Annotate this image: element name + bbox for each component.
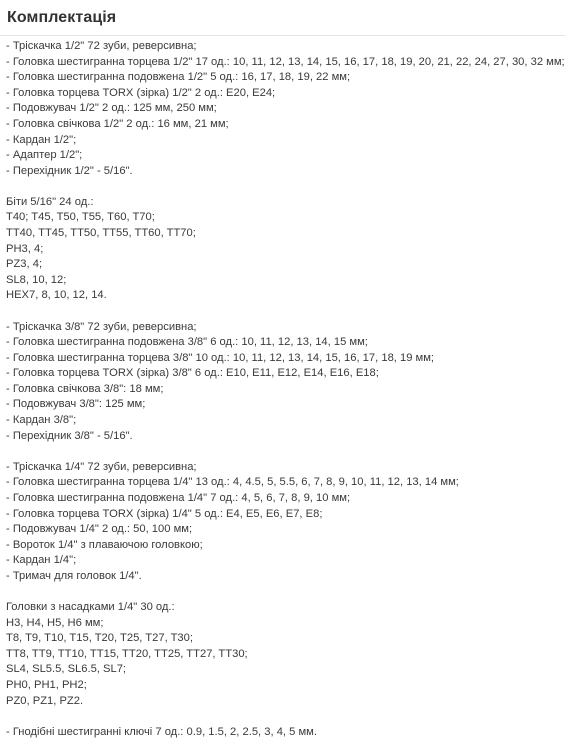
kit-line: - Тріскачка 1/2" 72 зуби, реверсивна; — [6, 40, 197, 52]
kit-line: Біти 5/16" 24 од.: — [6, 195, 94, 208]
kit-line: - Головка торцева TORX (зірка) 3/8" 6 од.: E10, E11, E12, E14, E16, E18; — [6, 367, 379, 380]
kit-line: - Подовжувач 3/8": 125 мм; — [6, 398, 146, 411]
kit-block — [6, 600, 565, 709]
kit-line: - Гнодібні шестигранні ключі 7 од.: 0.9, 1.5, 2, 2.5, 3, 4, 5 мм. — [6, 725, 317, 738]
kit-line: - Головка торцева TORX (зірка) 1/2" 2 од.: E20, E24; — [6, 86, 276, 99]
kit-line: - Тріскачка 3/8" 72 зуби, реверсивна; — [6, 320, 197, 333]
kit-contents — [0, 39, 565, 740]
kit-line: SL8, 10, 12; — [6, 273, 67, 286]
kit-line: PH3, 4; — [6, 242, 44, 255]
kit-line: - Кардан 1/2"; — [6, 133, 77, 146]
kit-line: Головки з насадками 1/4" 30 од.: — [6, 601, 175, 613]
kit-block — [6, 725, 565, 740]
kit-line: TT8, TT9, TT10, TT15, TT20, TT25, TT27, TT30; — [6, 647, 248, 660]
kit-line: - Перехідник 1/2" - 5/16". — [6, 164, 133, 177]
kit-line: - Головка шестигранна подовжена 3/8" 6 од.: 10, 11, 12, 13, 14, 15 мм; — [6, 336, 368, 349]
kit-line: - Головка шестигранна подовжена 1/4" 7 од.: 4, 5, 6, 7, 8, 9, 10 мм; — [6, 491, 351, 504]
section-header — [0, 0, 565, 36]
kit-line: - Головка шестигранна подовжена 1/2" 5 од.: 16, 17, 18, 19, 22 мм; — [6, 71, 351, 84]
kit-block — [6, 39, 565, 179]
kit-line: PH0, PH1, PH2; — [6, 678, 87, 691]
kit-line: - Вороток 1/4" з плаваючою головкою; — [6, 538, 203, 551]
kit-line: TT40, TT45, TT50, TT55, TT60, TT70; — [6, 227, 196, 240]
kit-line: PZ3, 4; — [6, 258, 43, 271]
kit-block — [6, 460, 565, 585]
kit-block — [6, 320, 565, 445]
kit-line: - Головка свічкова 1/2" 2 од.: 16 мм, 21 мм; — [6, 117, 229, 130]
kit-line: H3, H4, H5, H6 мм; — [6, 616, 104, 629]
kit-line: - Головка торцева TORX (зірка) 1/4" 5 од.: E4, E5, E6, E7, E8; — [6, 507, 323, 520]
section-title: Комплектація — [7, 8, 117, 26]
kit-line: - Кардан 3/8"; — [6, 414, 77, 427]
kit-line: - Кардан 1/4"; — [6, 554, 77, 567]
kit-line: - Адаптер 1/2"; — [6, 149, 83, 162]
kit-line: - Подовжувач 1/4" 2 од.: 50, 100 мм; — [6, 523, 193, 536]
kit-line: T8, T9, T10, T15, T20, T25, T27, T30; — [6, 632, 193, 645]
kit-line: SL4, SL5.5, SL6.5, SL7; — [6, 663, 127, 676]
kit-line: - Головка шестигранна торцева 3/8" 10 од.: 10, 11, 12, 13, 14, 15, 16, 17, 18, 19 мм; — [6, 351, 435, 364]
kit-line: - Тріскачка 1/4" 72 зуби, реверсивна; — [6, 460, 197, 473]
kit-line: - Перехідник 3/8" - 5/16". — [6, 429, 133, 442]
kit-line: PZ0, PZ1, PZ2. — [6, 694, 84, 707]
kit-line: - Головка шестигранна торцева 1/2" 17 од.: 10, 11, 12, 13, 14, 15, 16, 17, 18, 19, 20, 21, 22, 24, 27, 30, 32 мм; — [6, 55, 565, 68]
kit-line: - Головка шестигранна торцева 1/4" 13 од.: 4, 4.5, 5, 5.5, 6, 7, 8, 9, 10, 11, 12, 13, 14 мм; — [6, 476, 459, 489]
kit-line: - Головка свічкова 3/8": 18 мм; — [6, 382, 164, 395]
kit-line: T40; T45, T50, T55, T60, T70; — [6, 211, 155, 224]
kit-line: HEX7, 8, 10, 12, 14. — [6, 289, 107, 302]
kit-block — [6, 195, 565, 304]
kit-line: - Тримач для головок 1/4". — [6, 569, 142, 582]
kit-line: - Подовжувач 1/2" 2 од.: 125 мм, 250 мм; — [6, 102, 217, 115]
